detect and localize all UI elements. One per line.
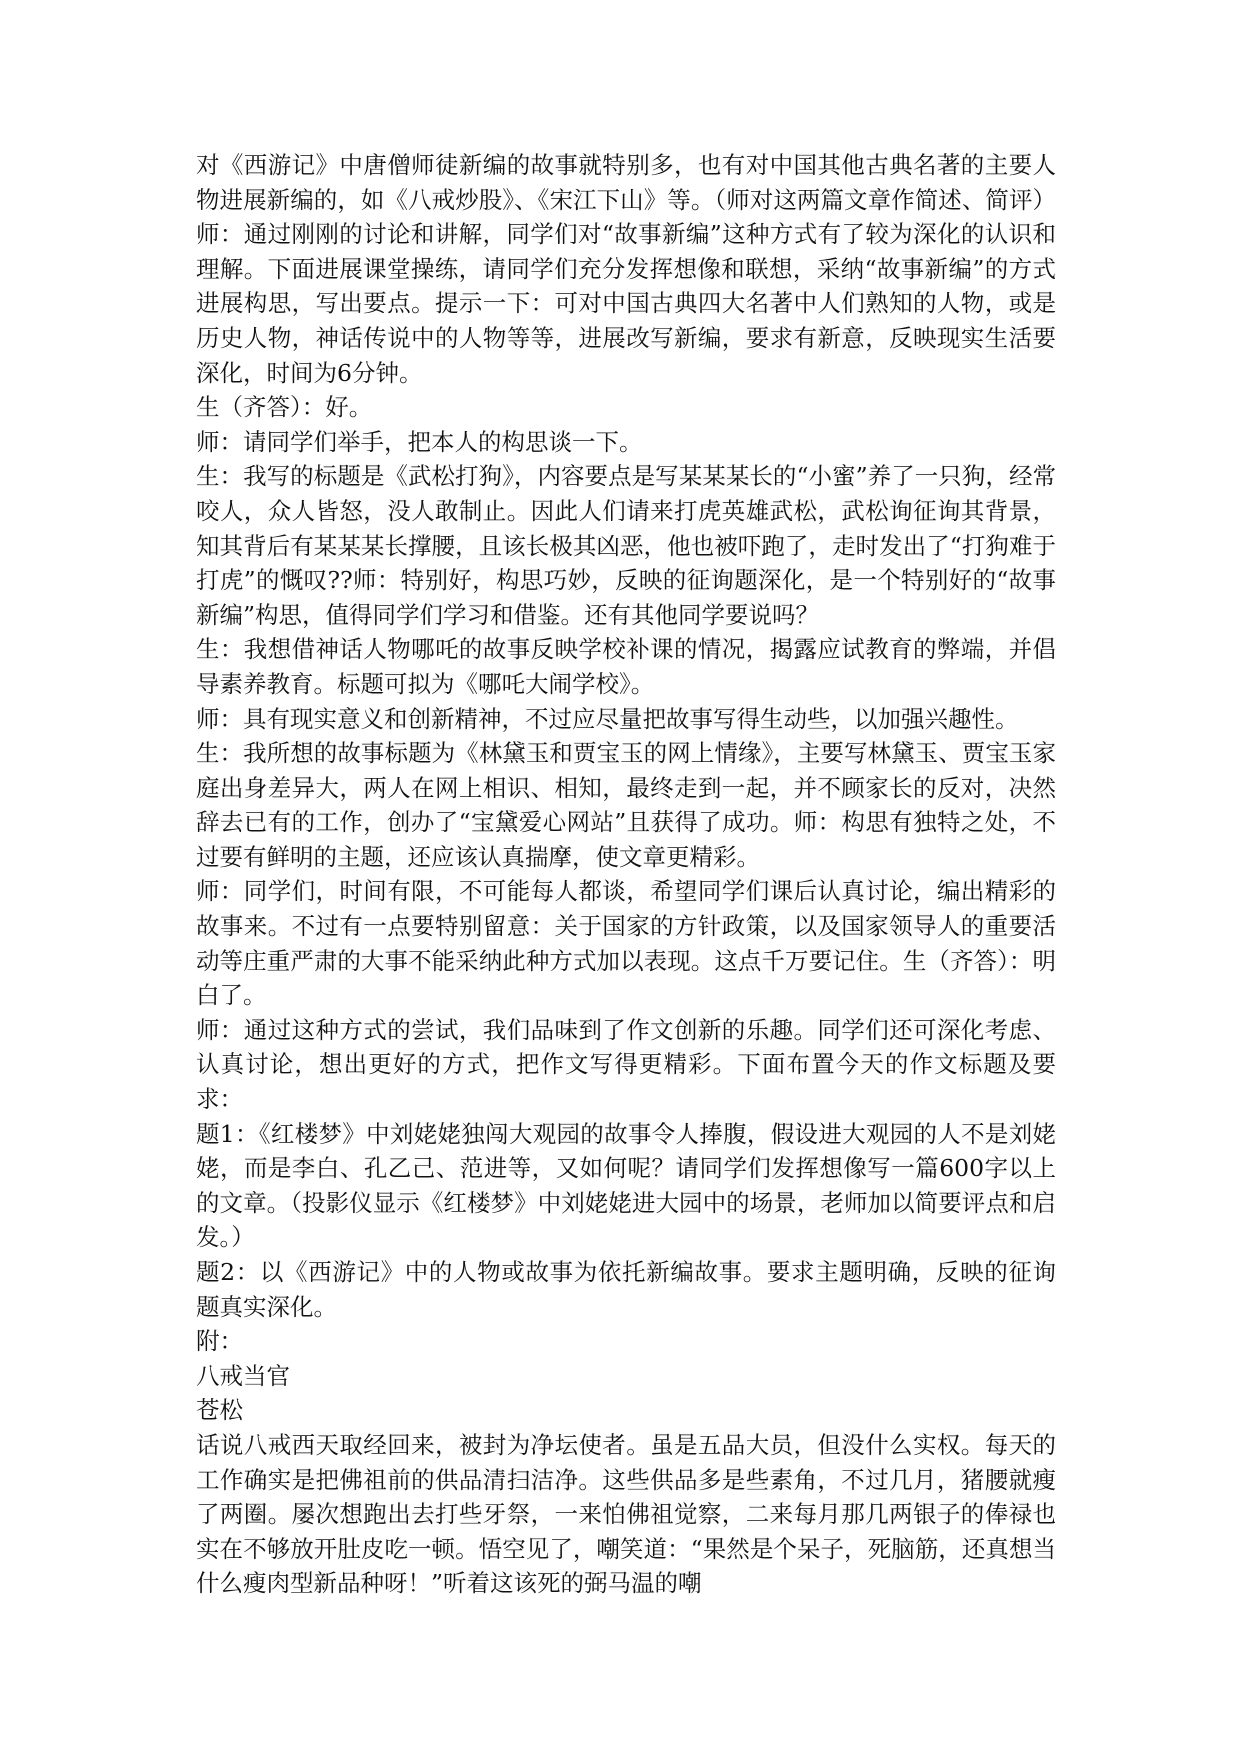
- paragraph-topic-2: 题2：以《西游记》中的人物或故事为依托新编故事。要求主题明确，反映的征询题真实深化。: [196, 1258, 1056, 1321]
- paragraph-student-daiyu: 生：我所想的故事标题为《林黛玉和贾宝玉的网上情缘》，主要写林黛玉、贾宝玉家庭出身差异大，两人在网上相识、相知，最终走到一起，并不顾家长的反对，决然辞去已有的工作，创办了“宝黛爱心网站”且获得了成功。师：构思有独特之处，不过要有鲜明的主题，还应该认真揣摩，使文章更精彩。: [196, 739, 1056, 871]
- paragraph-student-wusong: 生：我写的标题是《武松打狗》，内容要点是写某某某长的“小蜜”养了一只狗，经常咬人，众人皆怒，没人敢制止。因此人们请来打虎英雄武松，武松询征询其背景，知其背后有某某某长撑腰，且该长极其凶恶，他也被吓跑了，走时发出了“打狗难于打虎”的慨叹??师：特别好，构思巧妙，反映的征询题深化，是一个特别好的“故事新编”构思，值得同学们学习和借鉴。还有其他同学要说吗？: [196, 462, 1056, 629]
- paragraph-story-title: 八戒当官: [196, 1361, 290, 1390]
- paragraph-teacher-caution: 师：同学们，时间有限，不可能每人都谈，希望同学们课后认真讨论，编出精彩的故事来。不过有一点要特别留意：关于国家的方针政策，以及国家领导人的重要活动等庄重严肃的大事不能采纳此种方式加以表现。这点千万要记住。生（齐答）：明白了。: [196, 877, 1056, 1010]
- paragraph-intro: 对《西游记》中唐僧师徒新编的故事就特别多，也有对中国其他古典名著的主要人物进展新编的，如《八戒炒股》、《宋江下山》等。（师对这两篇文章作简述、简评）师：通过刚刚的讨论和讲解，同学们对“故事新编”这种方式有了较为深化的认识和理解。下面进展课堂操练，请同学们充分发挥想像和联想，采纳“故事新编”的方式进展构思，写出要点。提示一下：可对中国古典四大名著中人们熟知的人物，或是历史人物，神话传说中的人物等等，进展改写新编，要求有新意，反映现实生活要深化，时间为6分钟。: [196, 151, 1056, 387]
- paragraph-student-nezha: 生：我想借神话人物哪吒的故事反映学校补课的情况，揭露应试教育的弊端，并倡导素养教育。标题可拟为《哪吒大闹学校》。: [196, 635, 1056, 698]
- paragraph-story-body: 话说八戒西天取经回来，被封为净坛使者。虽是五品大员，但没什么实权。每天的工作确实是把佛祖前的供品清扫洁净。这些供品多是些素角，不过几月，猪腰就瘦了两圈。屡次想跑出去打些牙祭，一来怕佛祖觉察，二来每月那几两银子的俸禄也实在不够放开肚皮吃一顿。悟空见了，嘲笑道：“果然是个呆子，死脑筋，还真想当什么瘦肉型新品种呀！”听着这该死的弼马温的嘲: [196, 1430, 1056, 1598]
- paragraph-teacher-comment: 师：具有现实意义和创新精神，不过应尽量把故事写得生动些，以加强兴趣性。: [196, 704, 1019, 733]
- document-body: [196, 148, 1056, 1601]
- paragraph-students-reply: 生（齐答）：好。: [196, 393, 373, 422]
- paragraph-teacher-assignment: 师：通过这种方式的尝试，我们品味到了作文创新的乐趣。同学们还可深化考虑、认真讨论，想出更好的方式，把作文写得更精彩。下面布置今天的作文标题及要求：: [196, 1015, 1056, 1114]
- paragraph-teacher-request: 师：请同学们举手，把本人的构思谈一下。: [196, 427, 643, 456]
- paragraph-topic-1: 题1：《红楼梦》中刘姥姥独闯大观园的故事令人捧腹，假设进大观园的人不是刘姥姥，而是李白、孔乙己、范进等，又如何呢？请同学们发挥想像写一篇600字以上的文章。（投影仪显示《红楼梦》中刘姥姥进大园中的场景，老师加以简要评点和启发。）: [196, 1119, 1056, 1252]
- paragraph-story-author: 苍松: [196, 1396, 243, 1425]
- paragraph-appendix-label: 附：: [196, 1327, 243, 1356]
